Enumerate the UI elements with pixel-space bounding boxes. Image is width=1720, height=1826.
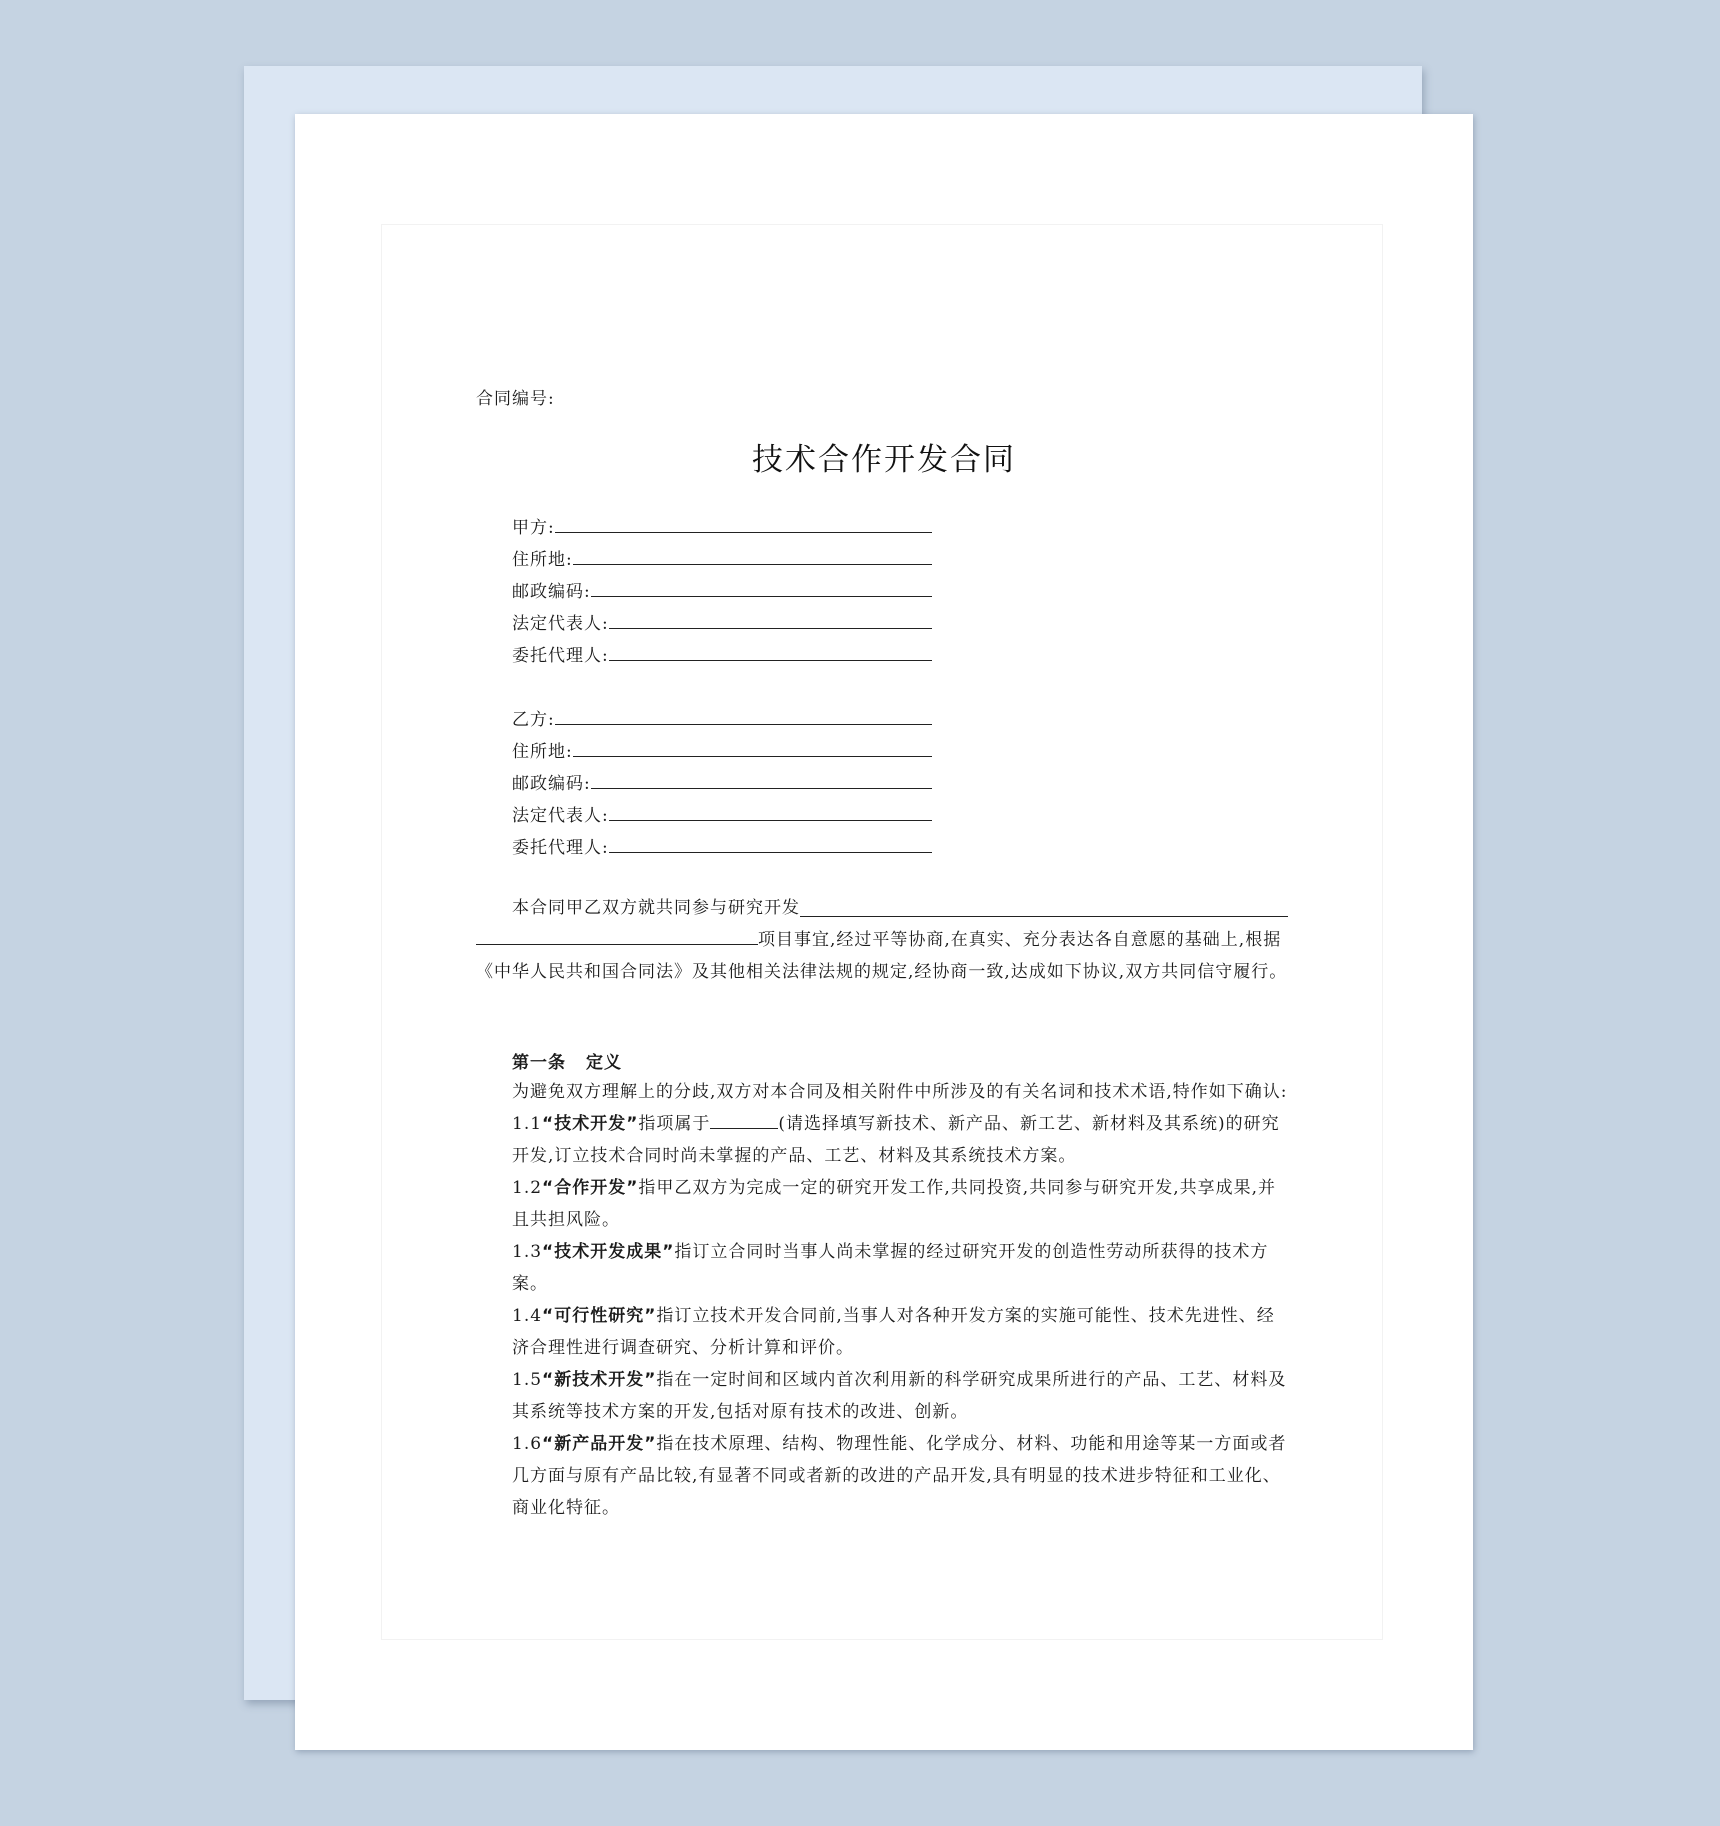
def-term: “新技术开发” — [542, 1370, 657, 1390]
party-a-agent-label: 委托代理人: — [512, 646, 609, 666]
def-number: 1.5 — [512, 1370, 543, 1390]
intro-line-1 — [476, 892, 1288, 924]
party-b-agent-label: 委托代理人: — [512, 838, 609, 858]
def-number: 1.1 — [512, 1114, 543, 1134]
def-number: 1.3 — [512, 1242, 543, 1262]
def-term: “可行性研究” — [542, 1306, 657, 1326]
def-text: (请选择填写新技术、新产品、新工艺、新材料及其系统)的研究开发,订立技术合同时尚未掌握的产品、工艺、材料及其系统技术方案。 — [512, 1114, 1280, 1166]
party-a-address-field[interactable] — [512, 546, 932, 570]
def-term: “新产品开发” — [542, 1434, 657, 1454]
document-page — [295, 114, 1473, 1750]
party-a-name-field[interactable] — [512, 514, 932, 538]
party-b-postcode-label: 邮政编码: — [512, 774, 591, 794]
party-a-legal-rep-field[interactable] — [512, 610, 932, 634]
party-b-legal-rep-label: 法定代表人: — [512, 806, 609, 826]
party-b-agent-field[interactable] — [512, 834, 932, 858]
def-term: “技术开发” — [542, 1114, 639, 1134]
project-blank-continued[interactable] — [476, 924, 758, 945]
fill-line — [555, 724, 932, 725]
party-b-address-label: 住所地: — [512, 742, 573, 762]
project-blank[interactable] — [800, 916, 1288, 917]
party-a-postcode-field[interactable] — [512, 578, 932, 602]
party-a-name-label: 甲方: — [512, 518, 555, 538]
party-b-name-label: 乙方: — [512, 710, 555, 730]
intro-text-1: 本合同甲乙双方就共同参与研究开发 — [512, 898, 800, 918]
fill-line — [573, 564, 932, 565]
party-b-name-field[interactable] — [512, 706, 932, 730]
party-a-postcode-label: 邮政编码: — [512, 582, 591, 602]
def-text: 指在技术原理、结构、物理性能、化学成分、材料、功能和用途等某一方面或者几方面与原有产品比较,有显著不同或者新的改进的产品开发,具有明显的技术进步特征和工业化、商业化特征。 — [512, 1434, 1287, 1518]
definition-1-1 — [476, 1108, 1288, 1172]
document-title: 技术合作开发合同 — [752, 442, 1016, 478]
def-term: “合作开发” — [542, 1178, 639, 1198]
party-a-agent-field[interactable] — [512, 642, 932, 666]
section-1-number: 第一条 — [512, 1053, 566, 1073]
def-text: 指在一定时间和区域内首次利用新的科学研究成果所进行的产品、工艺、材料及其系统等技术方案的开发,包括对原有技术的改进、创新。 — [512, 1370, 1287, 1422]
fill-line — [609, 852, 932, 853]
def-number: 1.6 — [512, 1434, 543, 1454]
fill-line — [555, 532, 932, 533]
def-term: “技术开发成果” — [542, 1242, 675, 1262]
section-1-lead: 为避免双方理解上的分歧,双方对本合同及相关附件中所涉及的有关名词和技术术语,特作如下确认: — [512, 1082, 1288, 1102]
fill-line — [591, 596, 932, 597]
definition-1-3 — [476, 1236, 1288, 1300]
section-1-body — [476, 1076, 1288, 1524]
party-b-address-field[interactable] — [512, 738, 932, 762]
section-1-heading — [512, 1048, 622, 1073]
fill-line — [591, 788, 932, 789]
party-a-address-label: 住所地: — [512, 550, 573, 570]
party-b-legal-rep-field[interactable] — [512, 802, 932, 826]
definition-1-5 — [476, 1364, 1288, 1428]
def-number: 1.4 — [512, 1306, 543, 1326]
intro-paragraph — [476, 892, 1288, 988]
definition-1-6 — [476, 1428, 1288, 1524]
def-number: 1.2 — [512, 1178, 543, 1198]
definition-1-2 — [476, 1172, 1288, 1236]
def-text: 指甲乙双方为完成一定的研究开发工作,共同投资,共同参与研究开发,共享成果,并且共担风险。 — [512, 1178, 1277, 1230]
party-b-postcode-field[interactable] — [512, 770, 932, 794]
party-a-legal-rep-label: 法定代表人: — [512, 614, 609, 634]
section-1-name: 定义 — [586, 1053, 622, 1073]
tech-type-blank[interactable] — [710, 1108, 778, 1129]
fill-line — [609, 628, 932, 629]
fill-line — [609, 820, 932, 821]
contract-number-label: 合同编号: — [476, 389, 555, 409]
intro-text-2: 项目事宜,经过平等协商,在真实、充分表达各自意愿的基础上,根据《中华人民共和国合同法》及其他相关法律法规的规定,经协商一致,达成如下协议,双方共同信守履行。 — [476, 930, 1288, 982]
def-text: 指项属于 — [638, 1114, 711, 1134]
fill-line — [573, 756, 932, 757]
def-text: 指订立技术开发合同前,当事人对各种开发方案的实施可能性、技术先进性、经济合理性进行调查研究、分析计算和评价。 — [512, 1306, 1275, 1358]
fill-line — [609, 660, 932, 661]
def-text: 指订立合同时当事人尚未掌握的经过研究开发的创造性劳动所获得的技术方案。 — [512, 1242, 1269, 1294]
definition-1-4 — [476, 1300, 1288, 1364]
intro-line-2 — [476, 924, 1288, 988]
